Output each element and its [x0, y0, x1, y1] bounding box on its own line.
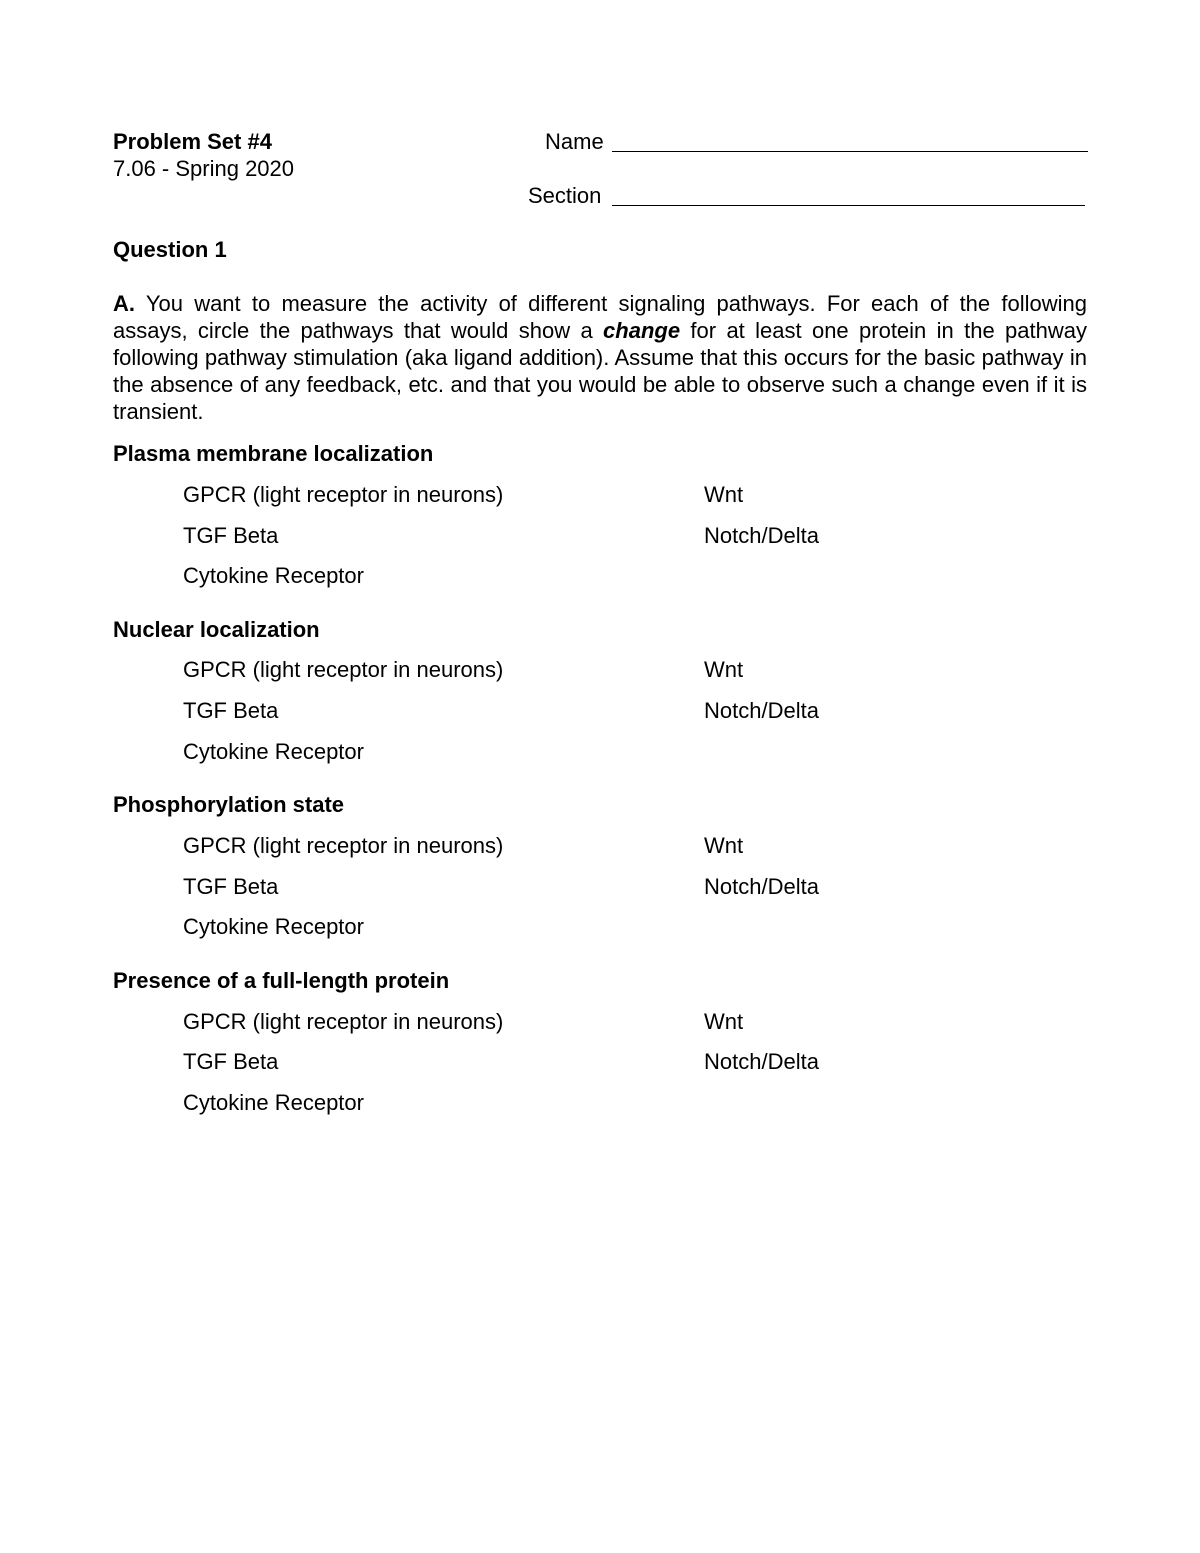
pathway-option-cytokine-receptor[interactable]: Cytokine Receptor [183, 739, 364, 764]
pathway-option-notch-delta[interactable]: Notch/Delta [704, 1049, 819, 1074]
pathway-option-cytokine-receptor[interactable]: Cytokine Receptor [183, 914, 364, 939]
pathway-option-wnt[interactable]: Wnt [704, 482, 744, 507]
question-title: Question 1 [113, 237, 227, 262]
pathway-option-notch-delta[interactable]: Notch/Delta [704, 874, 819, 899]
name-label: Name [545, 129, 604, 154]
pathway-option-gpcr[interactable]: GPCR (light receptor in neurons) [183, 1009, 504, 1034]
course-subtitle: 7.06 - Spring 2020 [113, 156, 295, 181]
part-label: A. [113, 291, 135, 316]
assay-heading: Plasma membrane localization [113, 441, 434, 466]
section-field[interactable] [612, 205, 1085, 206]
question-text-part-2: for at least one protein in the pathway following pathway stimulation (aka ligand addition). Assume that this occurs for the basic pathway in the absence of any feedback, etc. and that you would be able to observe such a change even if it is transient. [113, 318, 1087, 424]
pathway-option-tgf-beta[interactable]: TGF Beta [183, 874, 279, 899]
problem-set-title: Problem Set #4 [113, 129, 272, 154]
assay-heading: Nuclear localization [113, 617, 320, 642]
pathway-option-tgf-beta[interactable]: TGF Beta [183, 523, 279, 548]
pathway-option-notch-delta[interactable]: Notch/Delta [704, 523, 819, 548]
pathway-option-gpcr[interactable]: GPCR (light receptor in neurons) [183, 833, 504, 858]
emphasis-word: change [603, 318, 681, 343]
pathway-option-gpcr[interactable]: GPCR (light receptor in neurons) [183, 482, 504, 507]
pathway-option-cytokine-receptor[interactable]: Cytokine Receptor [183, 563, 364, 588]
question-text [113, 290, 1087, 425]
pathway-option-wnt[interactable]: Wnt [704, 657, 744, 682]
assay-heading: Presence of a full-length protein [113, 968, 450, 993]
pathway-option-notch-delta[interactable]: Notch/Delta [704, 698, 819, 723]
section-label: Section [528, 183, 602, 208]
question-text-part-1: You want to measure the activity of different signaling pathways. For each of the following assays, circle the pathways that would show a [113, 291, 1087, 343]
assay-heading: Phosphorylation state [113, 792, 345, 817]
pathway-option-gpcr[interactable]: GPCR (light receptor in neurons) [183, 657, 504, 682]
pathway-option-cytokine-receptor[interactable]: Cytokine Receptor [183, 1090, 364, 1115]
pathway-option-tgf-beta[interactable]: TGF Beta [183, 698, 279, 723]
pathway-option-tgf-beta[interactable]: TGF Beta [183, 1049, 279, 1074]
pathway-option-wnt[interactable]: Wnt [704, 1009, 744, 1034]
name-field[interactable] [612, 151, 1088, 152]
pathway-option-wnt[interactable]: Wnt [704, 833, 744, 858]
